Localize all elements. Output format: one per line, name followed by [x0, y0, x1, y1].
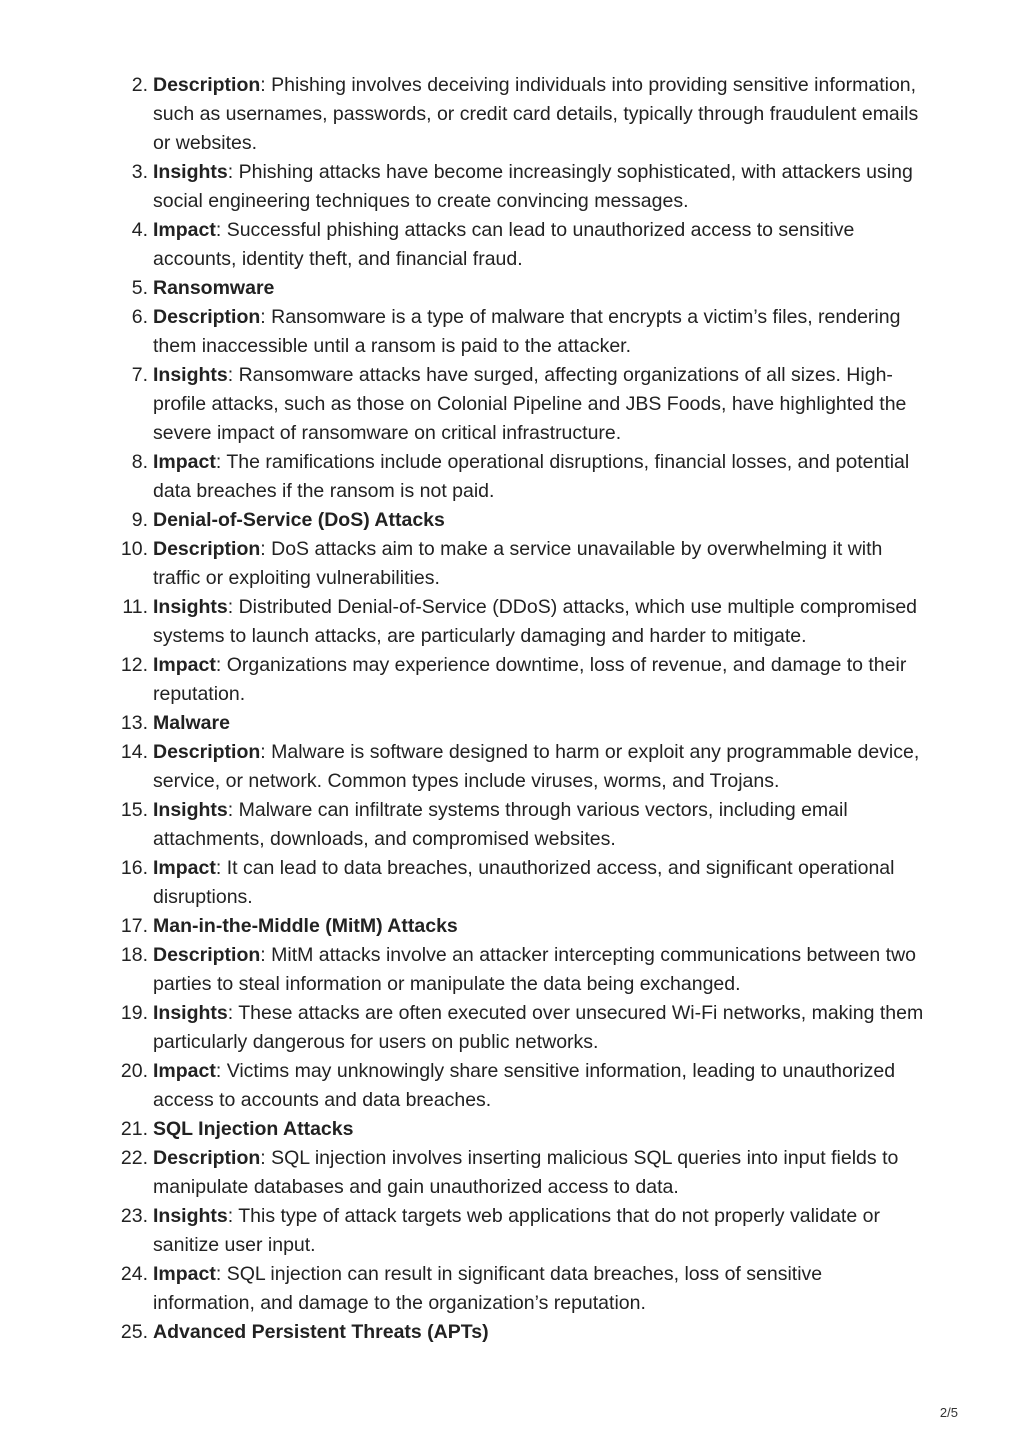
item-text: : Successful phishing attacks can lead to unauthorized access to sensitive accounts, identity theft, and financial fraud. — [153, 219, 855, 270]
list-item — [0, 796, 1024, 854]
item-number: 13. — [120, 712, 148, 734]
item-label: Impact — [153, 1060, 216, 1082]
item-number: 8. — [131, 451, 148, 473]
item-label: Insights — [153, 364, 228, 386]
item-text: : Malware can infiltrate systems through various vectors, including email attachments, downloads, and compromised websites. — [153, 799, 848, 850]
item-number: 16. — [120, 857, 148, 879]
list-item — [0, 999, 1024, 1057]
item-text: : Distributed Denial-of-Service (DDoS) attacks, which use multiple compromised systems to launch attacks, are particularly damaging and harder to mitigate. — [153, 596, 918, 647]
item-text: : Ransomware attacks have surged, affecting organizations of all sizes. High-profile attacks, such as those on Colonial Pipeline and JBS Foods, have highlighted the severe impact of ransomware on critical infrastructure. — [153, 364, 907, 444]
item-label: Insights — [153, 1205, 228, 1227]
item-number: 9. — [131, 509, 148, 531]
item-label: SQL Injection Attacks — [153, 1118, 354, 1140]
item-number: 24. — [120, 1263, 148, 1285]
list-item — [0, 941, 1024, 999]
item-number: 5. — [131, 277, 148, 299]
list-item — [0, 1057, 1024, 1115]
item-label: Denial-of-Service (DoS) Attacks — [153, 509, 445, 531]
list-item — [0, 709, 1024, 738]
item-number: 19. — [120, 1002, 148, 1024]
item-label: Description — [153, 74, 261, 96]
item-label: Description — [153, 741, 261, 763]
list-item — [0, 274, 1024, 303]
item-label: Description — [153, 1147, 261, 1169]
item-text: : These attacks are often executed over unsecured Wi-Fi networks, making them particularly dangerous for users on public networks. — [153, 1002, 924, 1053]
item-label: Description — [153, 306, 261, 328]
numbered-list — [0, 71, 1024, 1347]
list-item — [0, 593, 1024, 651]
item-text: : Malware is software designed to harm or exploit any programmable device, service, or network. Common types include viruses, worms, and Trojans. — [153, 741, 920, 792]
item-label: Insights — [153, 1002, 228, 1024]
item-text: : Phishing attacks have become increasingly sophisticated, with attackers using social engineering techniques to create convincing messages. — [153, 161, 913, 212]
item-text: : Organizations may experience downtime, loss of revenue, and damage to their reputation. — [153, 654, 907, 705]
item-label: Impact — [153, 1263, 216, 1285]
item-label: Insights — [153, 596, 228, 618]
page-indicator: 2/5 — [939, 1405, 958, 1420]
item-label: Impact — [153, 219, 216, 241]
list-item — [0, 71, 1024, 158]
item-number: 15. — [120, 799, 148, 821]
list-item — [0, 303, 1024, 361]
item-number: 14. — [120, 741, 148, 763]
item-number: 3. — [131, 161, 148, 183]
item-number: 20. — [120, 1060, 148, 1082]
item-label: Description — [153, 944, 261, 966]
item-number: 10. — [120, 538, 148, 560]
item-text: : Phishing involves deceiving individuals into providing sensitive information, such as usernames, passwords, or credit card details, typically through fraudulent emails or websites. — [153, 74, 919, 154]
item-text: : The ramifications include operational disruptions, financial losses, and potential data breaches if the ransom is not paid. — [153, 451, 910, 502]
item-number: 23. — [120, 1205, 148, 1227]
item-label: Impact — [153, 451, 216, 473]
item-label: Malware — [153, 712, 230, 734]
item-label: Impact — [153, 654, 216, 676]
item-number: 2. — [131, 74, 148, 96]
item-text: : SQL injection involves inserting malicious SQL queries into input fields to manipulate databases and gain unauthorized access to data. — [153, 1147, 899, 1198]
list-item — [0, 1144, 1024, 1202]
item-number: 7. — [131, 364, 148, 386]
list-item — [0, 912, 1024, 941]
list-item — [0, 535, 1024, 593]
list-item — [0, 361, 1024, 448]
item-number: 11. — [122, 596, 148, 618]
list-item — [0, 448, 1024, 506]
list-item — [0, 854, 1024, 912]
item-label: Description — [153, 538, 261, 560]
list-item — [0, 1202, 1024, 1260]
item-text: : This type of attack targets web applications that do not properly validate or sanitize user input. — [153, 1205, 880, 1256]
item-label: Ransomware — [153, 277, 275, 299]
item-text: : MitM attacks involve an attacker intercepting communications between two parties to steal information or manipulate the data being exchanged. — [153, 944, 916, 995]
list-item — [0, 1260, 1024, 1318]
list-item — [0, 506, 1024, 535]
item-label: Insights — [153, 799, 228, 821]
item-number: 17. — [120, 915, 148, 937]
item-number: 4. — [131, 219, 148, 241]
item-number: 12. — [120, 654, 148, 676]
item-label: Impact — [153, 857, 216, 879]
list-item — [0, 651, 1024, 709]
list-item — [0, 158, 1024, 216]
list-item — [0, 1318, 1024, 1347]
item-number: 18. — [120, 944, 148, 966]
item-number: 22. — [120, 1147, 148, 1169]
item-text: : SQL injection can result in significant data breaches, loss of sensitive information, and damage to the organization’s reputation. — [153, 1263, 823, 1314]
item-text: : It can lead to data breaches, unauthorized access, and significant operational disruptions. — [153, 857, 895, 908]
list-item — [0, 1115, 1024, 1144]
item-number: 25. — [120, 1321, 148, 1343]
list-item — [0, 738, 1024, 796]
item-text: : Victims may unknowingly share sensitive information, leading to unauthorized access to accounts and data breaches. — [153, 1060, 896, 1111]
item-text: : DoS attacks aim to make a service unavailable by overwhelming it with traffic or exploiting vulnerabilities. — [153, 538, 883, 589]
item-label: Insights — [153, 161, 228, 183]
item-number: 6. — [131, 306, 148, 328]
list-item — [0, 216, 1024, 274]
item-label: Man-in-the-Middle (MitM) Attacks — [153, 915, 458, 937]
item-text: : Ransomware is a type of malware that encrypts a victim’s files, rendering them inaccessible until a ransom is paid to the attacker. — [153, 306, 901, 357]
item-number: 21. — [120, 1118, 148, 1140]
item-label: Advanced Persistent Threats (APTs) — [153, 1321, 489, 1343]
